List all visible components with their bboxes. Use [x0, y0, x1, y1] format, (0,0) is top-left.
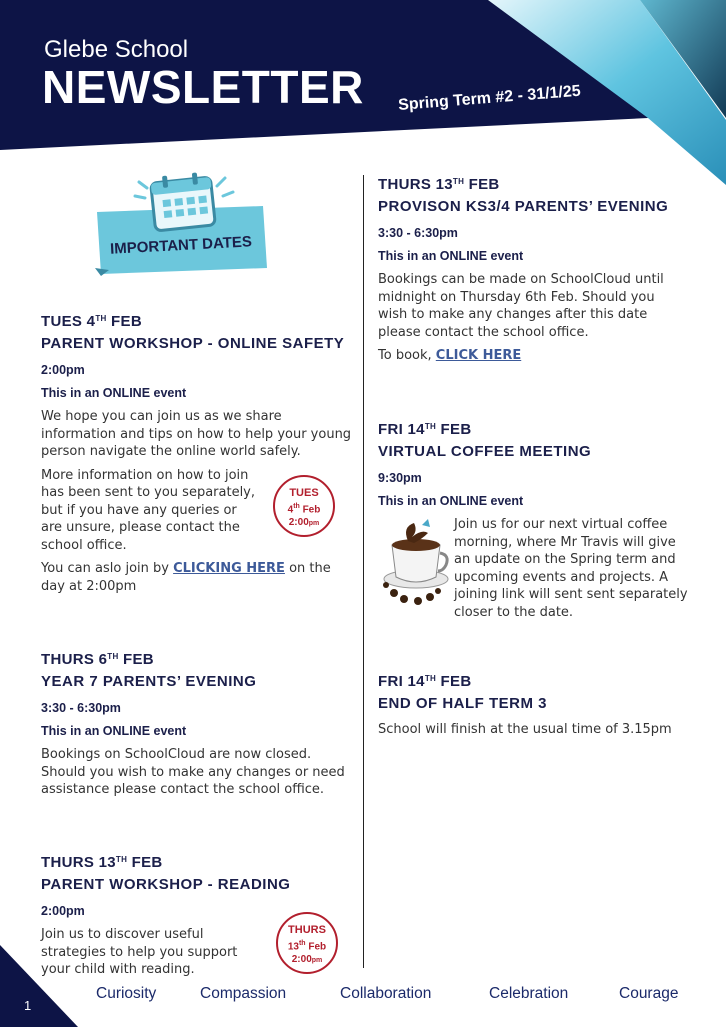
event-date: FRI 14TH FEB [378, 673, 472, 690]
footer-value-compassion: Compassion [200, 985, 287, 1002]
event-time: 2:00pm [41, 904, 85, 918]
footer-value-celebration: Celebration [489, 985, 569, 1002]
newsletter-title: NEWSLETTER [42, 61, 364, 113]
event-ks34-parents-evening [378, 171, 698, 365]
event-description: Join us for our next virtual coffee morning, where Mr Travis will give an update on the Spring term and upcoming events and projects. A joining link will sent sent separately closer to the date. [454, 517, 688, 620]
event-name: PARENT WORKSHOP - READING [41, 876, 291, 893]
event-book-text: To book, CLICK HERE [378, 348, 522, 363]
event-description: Bookings on SchoolCloud are now closed. Should you wish to make any changes or need assistance please contact the school office. [41, 747, 345, 797]
event-date: TUES 4TH FEB [41, 313, 142, 330]
date-stamp: THURS 13th Feb 2:00pm [276, 912, 338, 974]
badge-label: IMPORTANT DATES [109, 233, 253, 258]
event-join-text: You can aslo join by CLICKING HERE on the day at 2:00pm [41, 561, 331, 594]
event-date: FRI 14TH FEB [378, 421, 472, 438]
click-here-link[interactable]: CLICK HERE [435, 348, 522, 363]
event-online-safety [41, 308, 361, 595]
event-info: More information on how to join has been sent to you separately, but if you have any queries or are unsure, please contact the school office. [41, 467, 256, 553]
event-date: THURS 13TH FEB [378, 176, 500, 193]
event-description: School will finish at the usual time of 3.15pm [378, 722, 672, 737]
event-online-note: This in an ONLINE event [41, 724, 187, 738]
event-online-note: This in an ONLINE event [378, 249, 524, 263]
event-date: THURS 6TH FEB [41, 651, 154, 668]
event-time: 9:30pm [378, 471, 422, 485]
event-description: Join us to discover useful strategies to help you support your child with reading. [41, 927, 238, 977]
event-name: PARENT WORKSHOP - ONLINE SAFETY [41, 335, 345, 352]
event-date: THURS 13TH FEB [41, 854, 163, 871]
event-end-half-term [378, 668, 698, 739]
coffee-cup-icon [378, 515, 450, 607]
important-dates-badge [95, 168, 270, 276]
footer-value-collaboration: Collaboration [340, 985, 432, 1002]
event-time: 2:00pm [41, 363, 85, 377]
column-divider [363, 175, 364, 968]
event-name: YEAR 7 PARENTS’ EVENING [41, 673, 257, 690]
event-online-note: This in an ONLINE event [378, 494, 524, 508]
date-stamp: TUES 4th Feb 2:00pm [273, 475, 335, 537]
term-label: Spring Term #2 - 31/1/25 [397, 82, 582, 115]
page-number: 1 [24, 998, 32, 1013]
event-description: We hope you can join us as we share information and tips on how to help your young person navigate the online world safely. [41, 409, 352, 459]
event-online-note: This in an ONLINE event [41, 386, 187, 400]
event-time: 3:30 - 6:30pm [378, 226, 458, 240]
event-name: PROVISON KS3/4 PARENTS’ EVENING [378, 198, 669, 215]
event-name: END OF HALF TERM 3 [378, 695, 547, 712]
event-year7-parents-evening [41, 646, 361, 799]
event-description: Bookings can be made on SchoolCloud until midnight on Thursday 6th Feb. Should you wish to make any changes after this date please contact the school office. [378, 272, 664, 340]
clicking-here-link[interactable]: CLICKING HERE [173, 561, 285, 576]
footer-value-courage: Courage [619, 985, 679, 1002]
event-name: VIRTUAL COFFEE MEETING [378, 443, 592, 460]
school-name: Glebe School [44, 36, 189, 63]
footer-value-curiosity: Curiosity [96, 985, 157, 1002]
event-time: 3:30 - 6:30pm [41, 701, 121, 715]
